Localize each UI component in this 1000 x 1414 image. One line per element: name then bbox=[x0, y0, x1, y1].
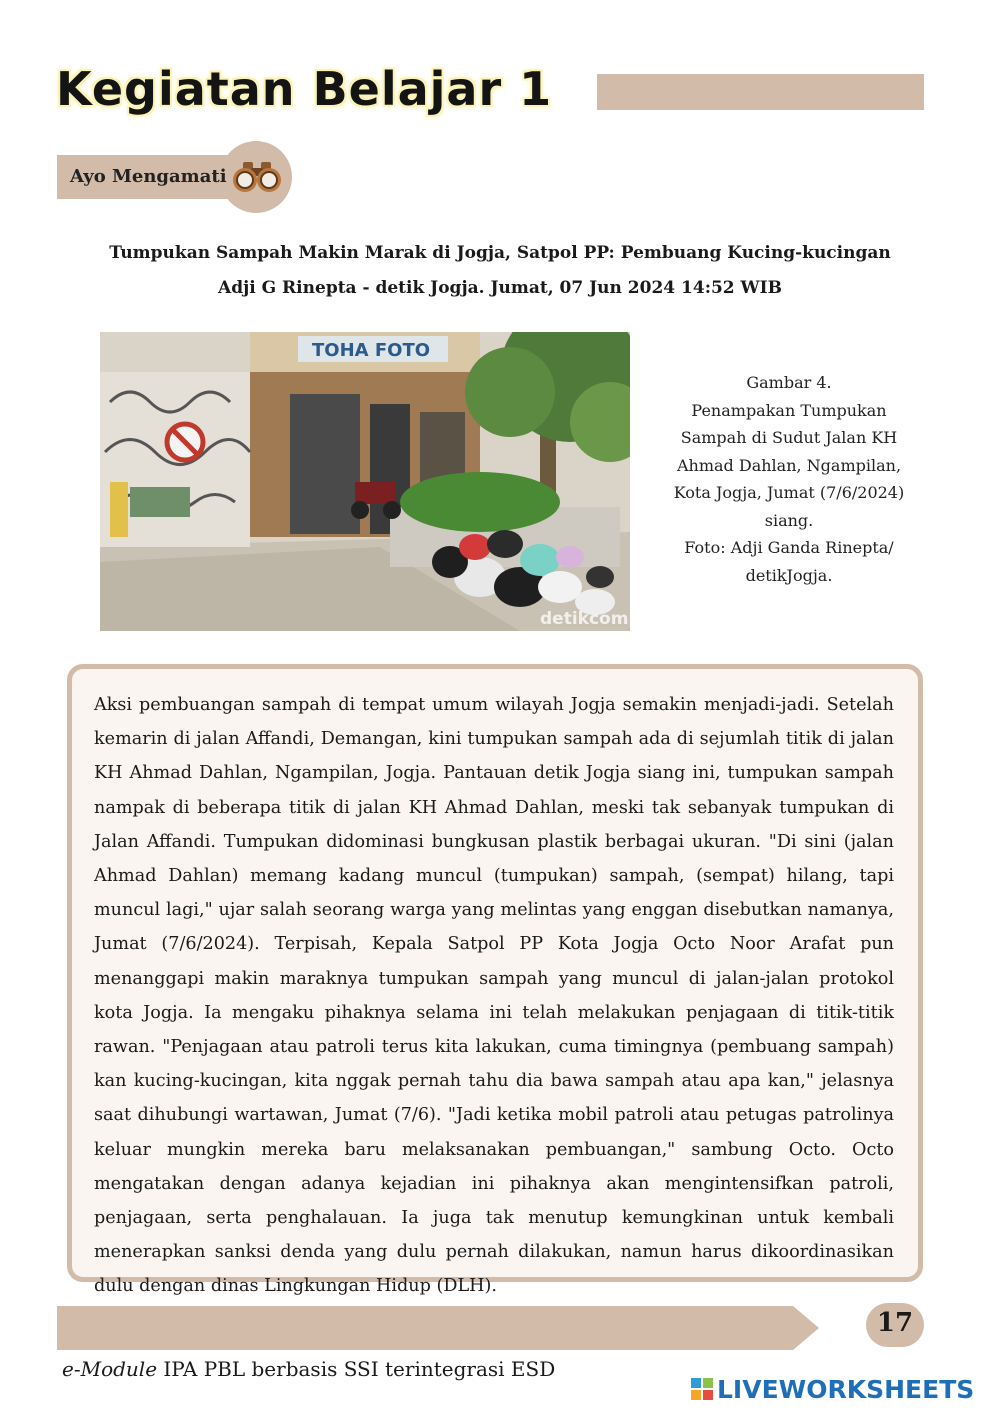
caption-line: Kota Jogja, Jumat (7/6/2024) bbox=[673, 483, 905, 502]
street-scene-illustration bbox=[100, 332, 630, 631]
caption-line: detikJogja. bbox=[745, 565, 833, 585]
caption-line: Gambar 4. bbox=[746, 373, 832, 392]
footer-bar bbox=[57, 1306, 793, 1350]
article-byline: Adji G Rinepta - detik Jogja. Jumat, 07 Jun 2024 14:52 WIB bbox=[218, 278, 782, 298]
caption-line: Foto: Adji Ganda Rinepta/ bbox=[684, 538, 894, 557]
liveworksheets-logo-icon bbox=[691, 1378, 713, 1400]
photo-watermark: detikcom bbox=[540, 609, 629, 629]
page-title: Kegiatan Belajar 1 bbox=[56, 62, 553, 116]
shop-sign-text: TOHA FOTO bbox=[312, 340, 431, 361]
module-prefix: e-Module bbox=[62, 1357, 158, 1381]
module-title: IPA PBL berbasis SSI terintegrasi ESD bbox=[157, 1357, 556, 1381]
page-number: 17 bbox=[876, 1308, 914, 1338]
caption-line: siang. bbox=[764, 510, 814, 530]
photo-caption bbox=[644, 369, 934, 589]
liveworksheets-brand-text: LIVEWORKSHEETS bbox=[717, 1375, 975, 1404]
caption-line: Sampah di Sudut Jalan KH bbox=[680, 428, 898, 447]
binoculars-icon bbox=[231, 158, 283, 194]
section-tag-label: Ayo Mengamati bbox=[70, 166, 227, 187]
footer-arrow bbox=[793, 1306, 819, 1350]
caption-line: Penampakan Tumpukan bbox=[691, 400, 887, 420]
module-footer-text bbox=[62, 1357, 555, 1381]
article-body: Aksi pembuangan sampah di tempat umum wilayah Jogja semakin menjadi-jadi. Setelah kemarin di jalan Affandi, Demangan, kini tumpukan sampah ada di sejumlah titik di jalan KH Ahmad Dahlan, Ngampilan, Jogja. Pantauan detik Jogja siang ini, tumpukan sampah nampak di beberapa titik di jalan KH Ahmad Dahlan, meski tak sebanyak tumpukan di Jalan Affandi. Tumpukan didominasi bungkusan plastik berbagai ukuran. "Di sini (jalan Ahmad Dahlan) memang kadang muncul (tumpukan) sampah, (sempat) hilang, tapi muncul lagi," ujar salah seorang warga yang melintas yang enggan disebutkan namanya, Jumat (7/6/2024). Terpisah, Kepala Satpol PP Kota Jogja Octo Noor Arafat pun menanggapi makin maraknya tumpukan sampah yang muncul di jalan-jalan protokol kota Jogja. Ia mengaku pihaknya selama ini telah melakukan penjagaan di titik-titik rawan. "Penjagaan atau patroli terus kita lakukan, cuma timingnya (pembuang sampah) kan kucing-kucingan, kita nggak pernah tahu dia bawa sampah atau apa kan," jelasnya saat dihubungi wartawan, Jumat (7/6). "Jadi ketika mobil patroli atau petugas patrolinya keluar mungkin mereka baru melaksanakan pembuangan," sambung Octo. Octo mengatakan dengan adanya kejadian ini pihaknya akan mengintensifkan patroli, penjagaan, serta penghalauan. Ia juga tak menutup kemungkinan untuk kembali menerapkan sanksi denda yang dulu pernah dilakukan, namun harus dikoordinasikan dulu dengan dinas Lingkungan Hidup (DLH). bbox=[94, 695, 894, 1297]
article-photo bbox=[100, 332, 630, 631]
title-decor-bar bbox=[597, 74, 924, 110]
caption-line: Ahmad Dahlan, Ngampilan, bbox=[676, 455, 902, 475]
article-headline: Tumpukan Sampah Makin Marak di Jogja, Satpol PP: Pembuang Kucing-kucingan bbox=[109, 243, 891, 263]
